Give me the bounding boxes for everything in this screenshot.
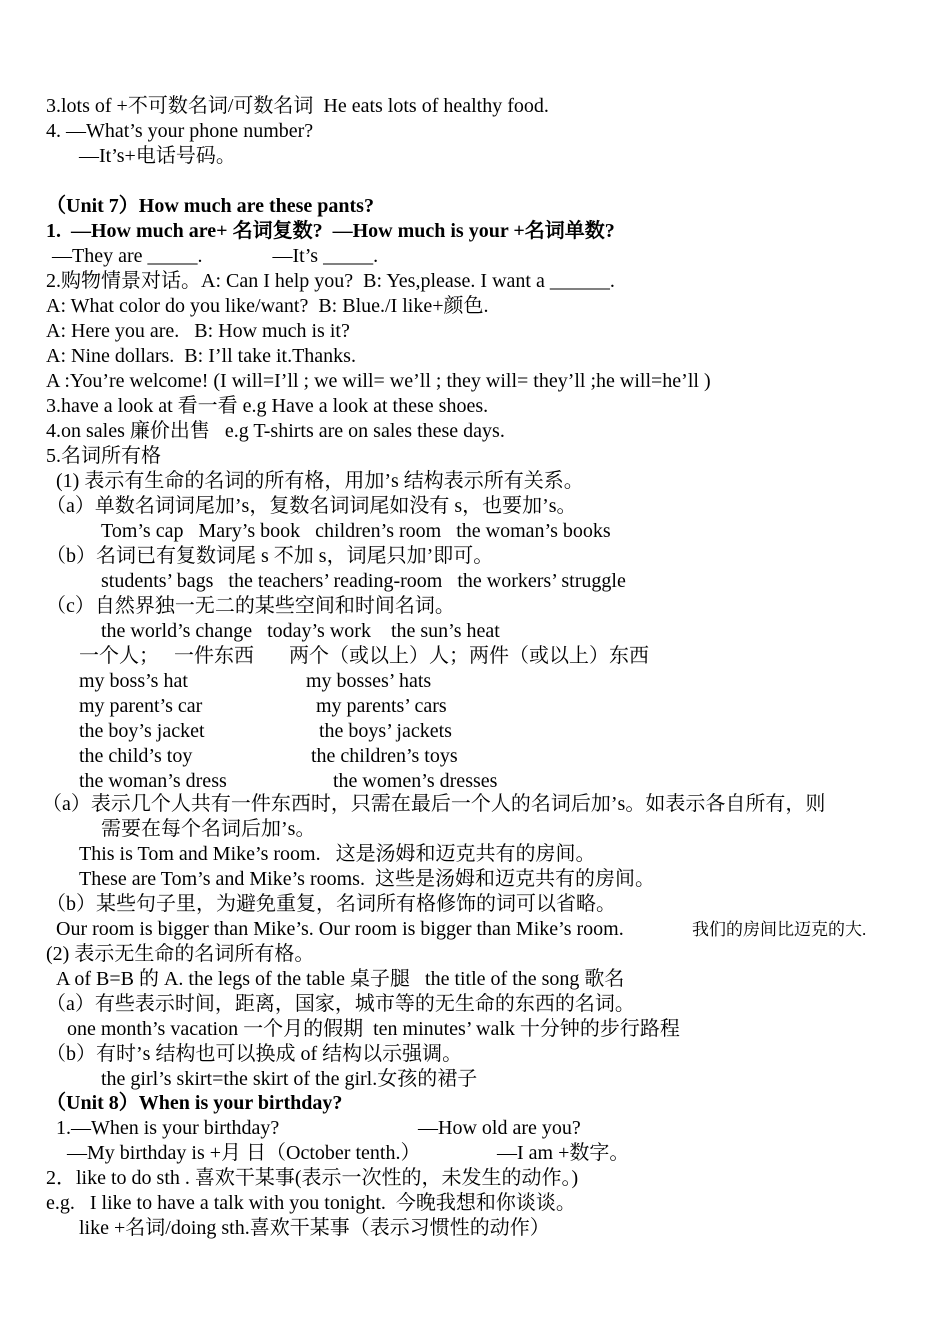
text-line: —They are _____. —It’s _____. <box>52 245 379 267</box>
text-line: one month’s vacation 一个月的假期 ten minutes’ walk 十分钟的步行路程 <box>67 1018 680 1040</box>
example-plural: my parents’ cars <box>316 695 447 717</box>
text-line: the world’s change today’s work the sun’s heat <box>101 620 500 642</box>
text-line: Tom’s cap Mary’s book children’s room the woman’s books <box>101 520 611 542</box>
text-line: Our room is bigger than Mike’s. Our room is bigger than Mike’s room. <box>56 918 624 940</box>
text-line: the girl’s skirt=the skirt of the girl.女孩的裙子 <box>101 1068 478 1090</box>
text-line: (2) 表示无生命的名词所有格。 <box>46 943 315 965</box>
text-line: e.g. I like to have a talk with you tonight. 今晚我想和你谈谈。 <box>46 1192 576 1214</box>
section-heading: （Unit 8）When is your birthday? <box>46 1092 343 1114</box>
text-line: 1. —How much are+ 名词复数? —How much is your +名词单数? <box>46 220 615 242</box>
text-line: 2．like to do sth . 喜欢干某事(表示一次性的，未发生的动作。) <box>46 1167 579 1189</box>
text-line: （a）有些表示时间，距离，国家，城市等的无生命的东西的名词。 <box>46 993 635 1015</box>
text-line: 3.lots of +不可数名词/可数名词 He eats lots of healthy food. <box>46 95 549 117</box>
text-line: A of B=B 的 A. the legs of the table 桌子腿 the title of the song 歌名 <box>56 968 625 990</box>
text-line: 3.have a look at 看一看 e.g Have a look at these shoes. <box>46 395 489 417</box>
example-plural: the children’s toys <box>311 745 458 767</box>
text-line: —It’s+电话号码。 <box>79 145 236 167</box>
text-line: —My birthday is +月 日（October tenth.） <box>67 1142 421 1164</box>
text-line: —I am +数字。 <box>497 1142 630 1164</box>
text-line: （b）某些句子里，为避免重复，名词所有格修饰的词可以省略。 <box>46 893 616 915</box>
text-line: 5.名词所有格 <box>46 445 161 467</box>
example-singular: my boss’s hat <box>79 670 188 692</box>
text-line: （a）单数名词词尾加’s，复数名词词尾如没有 s，也要加’s。 <box>46 495 577 517</box>
section-heading: （Unit 7）How much are these pants? <box>46 195 374 217</box>
text-line: （a）表示几个人共有一件东西时，只需在最后一个人的名词后加’s。如表示各自所有，则 <box>42 793 826 815</box>
example-singular: my parent’s car <box>79 695 203 717</box>
text-line: A :You’re welcome! (I will=I’ll ; we will= we’ll ; they will= they’ll ;he will=he’ll ) <box>46 370 711 392</box>
text-line: These are Tom’s and Mike’s rooms. 这些是汤姆和迈克共有的房间。 <box>79 868 655 890</box>
text-line: (1) 表示有生命的名词的所有格，用加’s 结构表示所有关系。 <box>56 470 584 492</box>
text-line: A: Nine dollars. B: I’ll take it.Thanks. <box>46 345 356 367</box>
translation-note: 我们的房间比迈克的大. <box>692 920 867 939</box>
text-line: 4. —What’s your phone number? <box>46 120 314 142</box>
example-plural: my bosses’ hats <box>306 670 432 692</box>
text-line: —How old are you? <box>418 1117 581 1139</box>
text-line: 2.购物情景对话。A: Can I help you? B: Yes,please. I want a ______. <box>46 270 615 292</box>
text-line: 4.on sales 廉价出售 e.g T-shirts are on sales these days. <box>46 420 505 442</box>
text-line: （b）名词已有复数词尾 s 不加 s，词尾只加’即可。 <box>46 545 494 567</box>
example-singular: the boy’s jacket <box>79 720 205 742</box>
text-line: 一个人； 一件东西 两个（或以上）人；两件（或以上）东西 <box>79 645 649 667</box>
example-singular: the woman’s dress <box>79 770 227 792</box>
text-line: A: Here you are. B: How much is it? <box>46 320 350 342</box>
text-line: like +名词/doing sth.喜欢干某事（表示习惯性的动作） <box>79 1217 550 1239</box>
text-line: （b）有时’s 结构也可以换成 of 结构以示强调。 <box>46 1043 463 1065</box>
text-line: A: What color do you like/want? B: Blue./I like+颜色. <box>46 295 489 317</box>
text-line: 需要在每个名词后加’s。 <box>101 818 316 840</box>
example-plural: the women’s dresses <box>333 770 498 792</box>
text-line: students’ bags the teachers’ reading-room the workers’ struggle <box>101 570 626 592</box>
text-line: 1.—When is your birthday? <box>56 1117 280 1139</box>
text-line: （c）自然界独一无二的某些空间和时间名词。 <box>46 595 455 617</box>
text-line: This is Tom and Mike’s room. 这是汤姆和迈克共有的房间。 <box>79 843 596 865</box>
example-plural: the boys’ jackets <box>319 720 452 742</box>
example-singular: the child’s toy <box>79 745 193 767</box>
